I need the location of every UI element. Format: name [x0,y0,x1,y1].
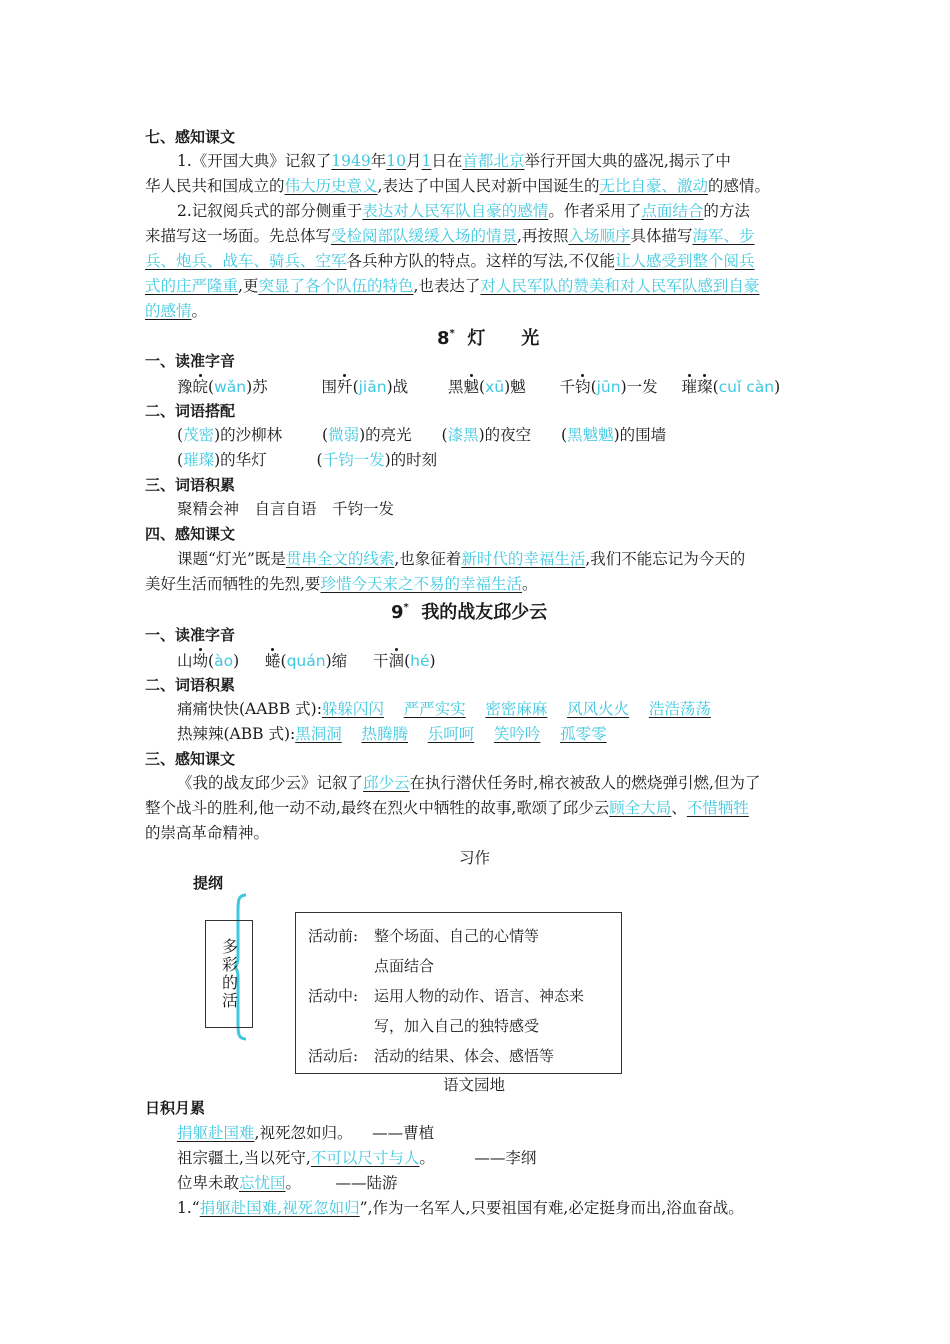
quote-line: 祖宗疆土,当以死守,不可以尺寸与人。 ——李纲 [177,1149,537,1167]
section-title: 习作 [459,849,491,867]
answer-text: 浩浩荡荡 [648,700,711,718]
pinyin-answer: quán [286,652,326,670]
quote-line: 捐躯赴国难,视死忽如归。 ——曹植 [177,1124,435,1142]
answer-text: 严严实实 [403,700,466,718]
answer-text: 微弱 [328,426,360,444]
answer-text: 黑魆魆 [567,426,614,444]
outline-label: 提纲 [193,874,224,892]
answer-text: 式的庄严隆重 [145,277,239,295]
section-heading: 日积月累 [145,1099,206,1117]
outline-row: 点面结合 [374,957,435,975]
pinyin-answer: xū [485,378,505,396]
answer-text: 点面结合 [641,202,704,220]
answer-text: 茂密 [183,426,215,444]
quote-line: 位卑未敢忘忧国。 ——陆游 [177,1174,398,1192]
answer-text: 黑洞洞 [295,725,342,743]
lesson-title: 8* 灯 光 [437,328,540,349]
answer-text: 热腾腾 [361,725,408,743]
paragraph-line: 1.《开国大典》记叙了1949年10月1日在首都北京举行开国大典的盛况,揭示了中 [177,152,731,170]
section-heading: 四、感知课文 [145,525,236,543]
answer-text: 表达对人民军队自豪的感情 [362,202,549,220]
section-title: 语文园地 [443,1076,506,1094]
answer-text: 兵、炮兵、战车、骑兵、空军 [145,252,347,270]
paragraph-line: 美好生活而牺牲的先烈,要珍惜今天来之不易的幸福生活。 [145,575,538,593]
answer-text: 千钧一发 [322,451,385,469]
outline-row: 写，加入自己的独特感受 [374,1017,540,1035]
paragraph-line: 式的庄严隆重,更突显了各个队伍的特色,也表达了对人民军队的赞美和对人民军队感到自豪 [145,277,760,295]
answer-text: 首都北京 [462,152,525,170]
answer-text: 入场顺序 [568,227,631,245]
answer-text: 突显了各个队伍的特色 [258,277,414,295]
phrase-line: (璀璨)的华灯 (千钧一发)的时刻 [177,451,438,469]
outline-row: 活动前: 整个场面、自己的心情等 [308,927,540,945]
answer-text: 1949 [331,152,371,170]
answer-text: 孤零零 [560,725,607,743]
answer-text: 受检阅部队缓缓入场的情景 [331,227,518,245]
pinyin-line: 豫皖(wǎn)苏 围歼(jiān)战 黑魆(xū)魆 千钧(jūn)一发 璀璨(cuǐ càn) [177,378,781,396]
answer-text: 躲躲闪闪 [321,700,384,718]
pinyin-answer: jiān [358,378,387,396]
section-heading: 一、读准字音 [145,626,236,644]
phrase-line: (茂密)的沙柳林 (微弱)的亮光 (漆黑)的夜空 (黑魆魆)的围墙 [177,426,667,444]
pinyin-answer: wǎn [214,378,247,396]
paragraph-line: 2.记叙阅兵式的部分侧重于表达对人民军队自豪的感情。作者采用了点面结合的方法 [177,202,750,220]
answer-text: 不惜牺牲 [686,799,749,817]
answer-text: 忘忧国 [239,1174,286,1192]
paragraph-line: 华人民共和国成立的伟大历史意义,表达了中国人民对新中国诞生的无比自豪、激动的感情。 [145,177,770,195]
answer-text: 密密麻麻 [485,700,548,718]
paragraph-line: 来描写这一场面。先总体写受检阅部队缓缓入场的情景,再按照入场顺序具体描写海军、步 [145,227,755,245]
section-heading: 二、词语积累 [145,676,236,694]
lesson-title: 9* 我的战友邱少云 [391,602,548,623]
answer-text: 新时代的幸福生活 [461,550,586,568]
answer-text: 风风火火 [567,700,630,718]
answer-text: 海军、步 [692,227,755,245]
answer-text: 乐呵呵 [427,725,475,743]
outline-row: 活动后: 活动的结果、体会、感悟等 [308,1047,555,1065]
paragraph-line: 的感情。 [145,302,208,320]
pinyin-answer: ào [214,652,234,670]
section-heading: 二、词语搭配 [145,402,236,420]
section-heading: 七、感知课文 [145,128,236,146]
quote-line: 1.“捐躯赴国难,视死忽如归”,作为一名军人,只要祖国有难,必定挺身而出,浴血奋战。 [177,1199,744,1217]
answer-text: 10 [386,152,406,170]
answer-text: 漆黑 [447,426,479,444]
answer-text: 笑吟吟 [493,725,541,743]
paragraph-line: 《我的战友邱少云》记叙了邱少云在执行潜伏任务时,棉衣被敌人的燃烧弹引燃,但为了 [177,774,761,792]
answer-text: 伟大历史意义 [284,177,378,195]
pinyin-answer: cuǐ càn [718,378,775,396]
section-heading: 一、读准字音 [145,352,236,370]
outline-title-box [205,920,253,1028]
word-group-line: 热辣辣(ABB 式):黑洞洞 热腾腾 乐呵呵 笑吟吟 孤零零 [177,725,607,743]
answer-text: 顾全大局 [609,799,672,817]
answer-text: 的感情 [145,302,192,320]
paragraph-line: 课题“灯光”既是贯串全文的线索,也象征着新时代的幸福生活,我们不能忘记为今天的 [177,550,746,568]
outline-box [295,912,622,1074]
answer-text: 对人民军队的赞美和对人民军队感到自豪 [480,277,760,295]
answer-text: 不可以尺寸与人 [310,1149,420,1167]
paragraph-line: 的崇高革命精神。 [145,824,270,842]
answer-text: 捐躯赴国难,视死忽如归 [199,1199,360,1217]
answer-text: 邱少云 [363,774,410,792]
paragraph-line: 兵、炮兵、战车、骑兵、空军各兵种方队的特点。这样的写法,不仅能让人感受到整个阅兵 [145,252,755,270]
section-heading: 三、词语积累 [145,476,236,494]
answer-text: 捐躯赴国难 [177,1124,255,1142]
answer-text: 贯串全文的线索 [285,550,395,568]
word-group-line: 痛痛快快(AABB 式):躲躲闪闪 严严实实 密密麻麻 风风火火 浩浩荡荡 [177,700,711,718]
section-heading: 三、感知课文 [145,750,236,768]
outline-title: 多彩的活 [219,938,239,1010]
pinyin-answer: hé [410,652,430,670]
answer-text: 璀璨 [183,451,215,469]
answer-text: 无比自豪、激动 [599,177,708,195]
pinyin-answer: jūn [596,378,621,396]
outline-row: 活动中: 运用人物的动作、语言、神态来 [308,987,585,1005]
answer-text: 珍惜今天来之不易的幸福生活 [320,575,522,593]
word-list: 聚精会神 自言自语 千钧一发 [177,500,395,518]
pinyin-line: 山坳(ào) 蜷(quán)缩 干涸(hé) [177,652,436,670]
answer-text: 1 [421,152,432,170]
answer-text: 让人感受到整个阅兵 [614,252,755,270]
paragraph-line: 整个战斗的胜利,他一动不动,最终在烈火中牺牲的故事,歌颂了邱少云顾全大局、不惜牺牲 [145,799,749,817]
